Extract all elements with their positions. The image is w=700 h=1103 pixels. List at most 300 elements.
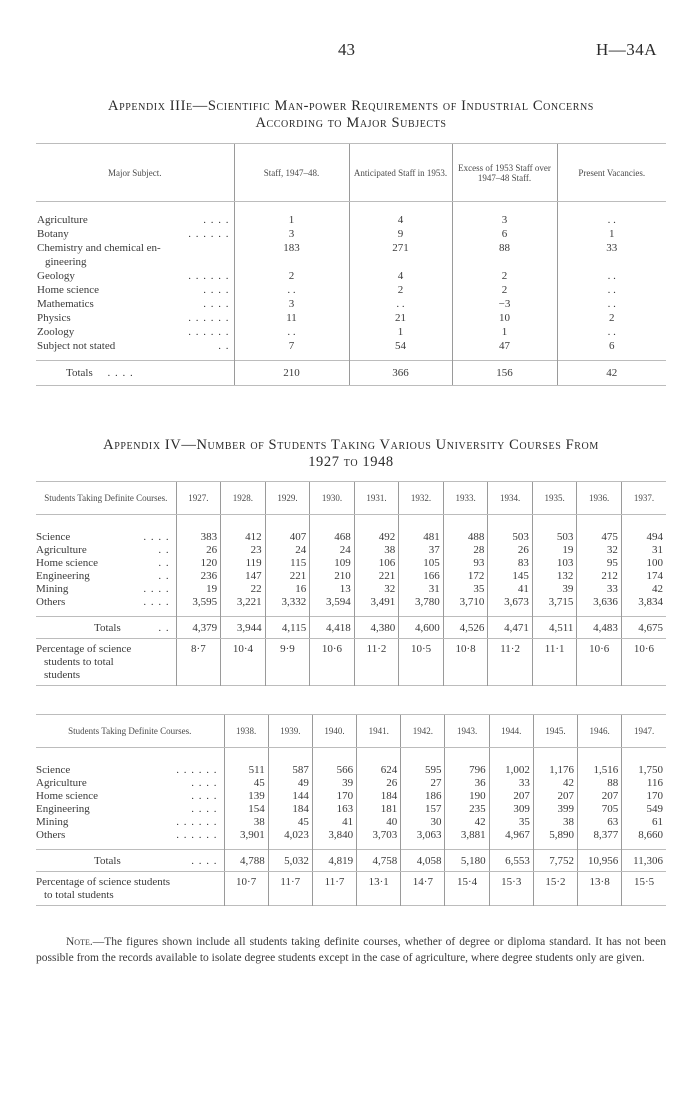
value-cell: 39	[312, 777, 356, 790]
value-cell: 38	[533, 816, 577, 829]
value-cell: 22	[221, 583, 266, 596]
value-cell: 407	[265, 531, 310, 544]
value-cell: 399	[533, 803, 577, 816]
header-year: 1932.	[399, 482, 444, 515]
value-cell: 83	[488, 557, 533, 570]
course-cell	[36, 816, 224, 829]
value-cell: 3	[234, 297, 349, 311]
percentage-cell: 10·6	[310, 639, 355, 686]
value-cell: 42	[621, 583, 666, 596]
value-cell: 19	[176, 583, 221, 596]
course-cell	[36, 531, 176, 544]
header-year: 1945.	[533, 715, 577, 748]
subject-label-continued: gineering	[45, 255, 87, 268]
percentage-cell: 11·7	[268, 872, 312, 906]
percentage-row	[36, 639, 666, 686]
value-cell: 503	[488, 531, 533, 544]
leader-dots: . . . . . .	[176, 815, 218, 828]
value-cell: 1	[349, 325, 452, 339]
value-cell: 33	[489, 777, 533, 790]
value-cell: 40	[357, 816, 401, 829]
percentage-cell: 13·1	[357, 872, 401, 906]
subject-cell	[36, 325, 234, 339]
value-cell: 88	[452, 241, 557, 269]
value-cell: 488	[443, 531, 488, 544]
header-year: 1943.	[445, 715, 489, 748]
course-label: Home science	[36, 556, 98, 569]
table-row	[36, 241, 666, 269]
subject-cell	[36, 311, 234, 325]
value-cell: 144	[268, 790, 312, 803]
leader-dots: . . . . . .	[188, 325, 230, 338]
page-number: 43	[338, 40, 355, 59]
value-cell: 3,063	[401, 829, 445, 842]
value-cell: 33	[557, 241, 666, 269]
header-year: 1929.	[265, 482, 310, 515]
table-row	[36, 596, 666, 609]
table-row	[36, 269, 666, 283]
value-cell: . .	[557, 269, 666, 283]
appendix-3e-title-line1: Appendix IIIe—Scientific Man-power Requirements of Industrial Concerns	[108, 98, 594, 114]
course-cell	[36, 764, 224, 777]
value-cell: 26	[357, 777, 401, 790]
leader-dots: . .	[218, 339, 230, 352]
table-row	[36, 764, 666, 777]
table-row	[36, 570, 666, 583]
value-cell: 106	[354, 557, 399, 570]
course-label: Science	[36, 530, 71, 543]
table-row	[36, 213, 666, 227]
value-cell: 19	[532, 544, 577, 557]
percentage-cell: 11·2	[488, 639, 533, 686]
value-cell: 1,750	[622, 764, 666, 777]
value-cell: 33	[577, 583, 622, 596]
value-cell: 61	[622, 816, 666, 829]
value-cell: 4,967	[489, 829, 533, 842]
percentage-cell: 10·8	[443, 639, 488, 686]
value-cell: 186	[401, 790, 445, 803]
value-cell: 39	[532, 583, 577, 596]
subject-label: Agriculture	[37, 213, 88, 226]
value-cell: 4	[349, 269, 452, 283]
subject-label: Home science	[37, 283, 99, 296]
percentage-cell: 15·3	[489, 872, 533, 906]
total-cell: 5,180	[445, 850, 489, 872]
value-cell: 3,703	[357, 829, 401, 842]
value-cell: 212	[577, 570, 622, 583]
value-cell: 4	[349, 213, 452, 227]
total-cell: 4,600	[399, 617, 444, 639]
value-cell: . .	[557, 297, 666, 311]
percentage-cell: 15·2	[533, 872, 577, 906]
value-cell: 2	[452, 269, 557, 283]
percentage-cell: 10·7	[224, 872, 268, 906]
percentage-label-line: Percentage of science students	[36, 876, 171, 888]
appendix-4-table-1938-1947	[36, 714, 666, 907]
subject-cell	[36, 241, 234, 269]
value-cell: 412	[221, 531, 266, 544]
value-cell: 624	[357, 764, 401, 777]
total-cell: 4,418	[310, 617, 355, 639]
value-cell: 26	[488, 544, 533, 557]
subject-cell	[36, 339, 234, 353]
value-cell: 3,840	[312, 829, 356, 842]
percentage-cell: 14·7	[401, 872, 445, 906]
header-year: 1941.	[357, 715, 401, 748]
subject-cell	[36, 269, 234, 283]
percentage-cell: 15·5	[622, 872, 666, 906]
value-cell: 38	[354, 544, 399, 557]
leader-dots: . . . .	[191, 789, 218, 802]
total-cell: 4,380	[354, 617, 399, 639]
value-cell: 475	[577, 531, 622, 544]
value-cell: 172	[443, 570, 488, 583]
totals-label: Totals	[66, 367, 93, 379]
value-cell: 42	[445, 816, 489, 829]
header-year: 1928.	[221, 482, 266, 515]
totals-cell	[36, 617, 176, 639]
value-cell: 54	[349, 339, 452, 353]
course-label: Agriculture	[36, 776, 87, 789]
header-year: 1930.	[310, 482, 355, 515]
value-cell: 116	[622, 777, 666, 790]
percentage-cell: 9·9	[265, 639, 310, 686]
table-row	[36, 325, 666, 339]
course-cell	[36, 596, 176, 609]
value-cell: 503	[532, 531, 577, 544]
header-year: 1935.	[532, 482, 577, 515]
value-cell: 170	[312, 790, 356, 803]
value-cell: 13	[310, 583, 355, 596]
value-cell: 184	[268, 803, 312, 816]
value-cell: 41	[312, 816, 356, 829]
note-text: —The figures shown include all students taking definite courses, whether of degree or diploma standard. It has not been possible from the records available to isolate degree students except in the case of agriculture, where degree students only are given.	[36, 936, 666, 964]
value-cell: 103	[532, 557, 577, 570]
total-cell: 4,788	[224, 850, 268, 872]
leader-dots: . . . .	[143, 595, 170, 608]
value-cell: 207	[533, 790, 577, 803]
subject-cell	[36, 213, 234, 227]
value-cell: 3,595	[176, 596, 221, 609]
value-cell: 309	[489, 803, 533, 816]
header-year: 1927.	[176, 482, 221, 515]
total-cell: 4,379	[176, 617, 221, 639]
value-cell: 45	[224, 777, 268, 790]
totals-label: Totals	[94, 854, 121, 867]
leader-dots: . . . .	[191, 802, 218, 815]
value-cell: 49	[268, 777, 312, 790]
percentage-cell: 11·1	[532, 639, 577, 686]
value-cell: 7	[234, 339, 349, 353]
totals-label: Totals	[94, 621, 121, 634]
value-cell: 207	[489, 790, 533, 803]
value-cell: 183	[234, 241, 349, 269]
total-cell: 4,115	[265, 617, 310, 639]
totals-cell	[36, 850, 224, 872]
percentage-cell: 11·7	[312, 872, 356, 906]
value-cell: 595	[401, 764, 445, 777]
leader-dots: . . . .	[203, 283, 230, 296]
course-cell	[36, 790, 224, 803]
value-cell: 41	[488, 583, 533, 596]
value-cell: 132	[532, 570, 577, 583]
value-cell: 28	[443, 544, 488, 557]
subject-label: Chemistry and chemical en-	[37, 241, 161, 254]
course-label: Science	[36, 763, 71, 776]
value-cell: 3,710	[443, 596, 488, 609]
page-reference: H—34A	[596, 40, 658, 59]
value-cell: 4,023	[268, 829, 312, 842]
value-cell: 154	[224, 803, 268, 816]
value-cell: . .	[557, 283, 666, 297]
leader-dots: . . . .	[107, 367, 134, 379]
value-cell: 166	[399, 570, 444, 583]
value-cell: 2	[349, 283, 452, 297]
appendix-3e-table	[36, 143, 666, 386]
value-cell: 184	[357, 790, 401, 803]
percentage-label-line: students	[44, 669, 81, 681]
table-row	[36, 283, 666, 297]
leader-dots: . . . . . .	[188, 227, 230, 240]
value-cell: 1	[557, 227, 666, 241]
total-cell: 3,944	[221, 617, 266, 639]
leader-dots: . . . .	[203, 213, 230, 226]
course-cell	[36, 570, 176, 583]
value-cell: 119	[221, 557, 266, 570]
value-cell: 210	[310, 570, 355, 583]
percentage-cell: 8·7	[176, 639, 221, 686]
value-cell: 63	[578, 816, 622, 829]
value-cell: 3,715	[532, 596, 577, 609]
value-cell: 2	[557, 311, 666, 325]
leader-dots: . . . . . .	[176, 763, 218, 776]
leader-dots: . . . .	[191, 854, 218, 867]
header-students-courses: Students Taking Definite Courses.	[36, 715, 224, 748]
header-year: 1936.	[577, 482, 622, 515]
value-cell: 24	[265, 544, 310, 557]
value-cell: 235	[445, 803, 489, 816]
value-cell: 147	[221, 570, 266, 583]
percentage-label-line: Percentage of science	[36, 643, 132, 655]
percentage-label	[36, 872, 224, 906]
value-cell: 3,673	[488, 596, 533, 609]
value-cell: 492	[354, 531, 399, 544]
percentage-label-line: students to total	[44, 656, 114, 668]
total-cell: 4,526	[443, 617, 488, 639]
total-cell: 156	[452, 361, 557, 386]
value-cell: 35	[489, 816, 533, 829]
value-cell: 181	[357, 803, 401, 816]
value-cell: 26	[176, 544, 221, 557]
total-cell: 210	[234, 361, 349, 386]
value-cell: 1	[452, 325, 557, 339]
value-cell: 190	[445, 790, 489, 803]
totals-row	[36, 617, 666, 639]
value-cell: 30	[401, 816, 445, 829]
table-row	[36, 311, 666, 325]
value-cell: 3	[452, 213, 557, 227]
leader-dots: . . . .	[143, 582, 170, 595]
leader-dots: . . . .	[143, 530, 170, 543]
value-cell: 24	[310, 544, 355, 557]
header-year: 1939.	[268, 715, 312, 748]
value-cell: 31	[399, 583, 444, 596]
value-cell: 95	[577, 557, 622, 570]
value-cell: 6	[557, 339, 666, 353]
subject-cell	[36, 297, 234, 311]
value-cell: 37	[399, 544, 444, 557]
leader-dots: . .	[158, 621, 170, 634]
course-cell	[36, 583, 176, 596]
value-cell: 23	[221, 544, 266, 557]
value-cell: 10	[452, 311, 557, 325]
value-cell: 31	[621, 544, 666, 557]
value-cell: . .	[349, 297, 452, 311]
value-cell: 170	[622, 790, 666, 803]
value-cell: 2	[234, 269, 349, 283]
header-year: 1940.	[312, 715, 356, 748]
header-year: 1931.	[354, 482, 399, 515]
value-cell: 145	[488, 570, 533, 583]
subject-cell	[36, 227, 234, 241]
value-cell: 468	[310, 531, 355, 544]
total-cell: 4,511	[532, 617, 577, 639]
totals-row	[36, 850, 666, 872]
total-cell: 7,752	[533, 850, 577, 872]
value-cell: 36	[445, 777, 489, 790]
value-cell: . .	[234, 283, 349, 297]
course-label: Home science	[36, 789, 98, 802]
total-cell: 5,032	[268, 850, 312, 872]
percentage-cell: 11·2	[354, 639, 399, 686]
table-header-row	[36, 715, 666, 748]
total-cell: 4,758	[357, 850, 401, 872]
course-cell	[36, 557, 176, 570]
value-cell: 1,002	[489, 764, 533, 777]
appendix-4-table-1927-1937	[36, 481, 666, 687]
header-excess-staff: Excess of 1953 Staff over 1947–48 Staff.	[452, 144, 557, 202]
total-cell: 366	[349, 361, 452, 386]
value-cell: 796	[445, 764, 489, 777]
value-cell: 3,332	[265, 596, 310, 609]
percentage-cell: 10·6	[577, 639, 622, 686]
value-cell: 1	[234, 213, 349, 227]
percentage-cell: 15·4	[445, 872, 489, 906]
value-cell: 42	[533, 777, 577, 790]
value-cell: 549	[622, 803, 666, 816]
percentage-cell: 10·6	[621, 639, 666, 686]
course-label: Others	[36, 828, 66, 841]
value-cell: 93	[443, 557, 488, 570]
value-cell: 3,594	[310, 596, 355, 609]
appendix-3e-title-line2: According to Major Subjects	[255, 115, 447, 131]
leader-dots: . . . .	[191, 776, 218, 789]
value-cell: 3,881	[445, 829, 489, 842]
course-label: Engineering	[36, 802, 90, 815]
table-row	[36, 803, 666, 816]
value-cell: 109	[310, 557, 355, 570]
value-cell: 705	[578, 803, 622, 816]
table-row	[36, 816, 666, 829]
value-cell: 1,176	[533, 764, 577, 777]
value-cell: . .	[557, 325, 666, 339]
header-year: 1934.	[488, 482, 533, 515]
percentage-label-line: to total students	[44, 889, 114, 901]
header-year: 1937.	[621, 482, 666, 515]
leader-dots: . . . . . .	[188, 311, 230, 324]
header-year: 1933.	[443, 482, 488, 515]
value-cell: 35	[443, 583, 488, 596]
value-cell: 47	[452, 339, 557, 353]
appendix-4-title-line1: Appendix IV—Number of Students Taking Various University Courses From	[103, 437, 599, 453]
subject-label: Physics	[37, 311, 71, 324]
header-year: 1947.	[622, 715, 666, 748]
value-cell: 1,516	[578, 764, 622, 777]
table-row	[36, 227, 666, 241]
appendix-3e-title	[36, 98, 666, 132]
totals-row	[36, 361, 666, 386]
value-cell: 3,221	[221, 596, 266, 609]
table-row	[36, 531, 666, 544]
value-cell: 115	[265, 557, 310, 570]
course-label: Mining	[36, 815, 69, 828]
appendix-4-title-line2: 1927 to 1948	[308, 454, 394, 470]
value-cell: . .	[557, 213, 666, 227]
leader-dots: . .	[158, 569, 170, 582]
value-cell: 2	[452, 283, 557, 297]
percentage-label	[36, 639, 176, 686]
value-cell: −3	[452, 297, 557, 311]
value-cell: 105	[399, 557, 444, 570]
value-cell: 8,377	[578, 829, 622, 842]
header-year: 1942.	[401, 715, 445, 748]
value-cell: 6	[452, 227, 557, 241]
appendix-4-title	[36, 437, 666, 471]
course-label: Others	[36, 595, 66, 608]
total-cell: 4,675	[621, 617, 666, 639]
header-year: 1944.	[489, 715, 533, 748]
header-major-subject: Major Subject.	[36, 144, 234, 202]
total-cell: 6,553	[489, 850, 533, 872]
value-cell: 3,780	[399, 596, 444, 609]
value-cell: 45	[268, 816, 312, 829]
value-cell: 27	[401, 777, 445, 790]
header-year: 1938.	[224, 715, 268, 748]
course-label: Mining	[36, 582, 69, 595]
value-cell: 11	[234, 311, 349, 325]
value-cell: 271	[349, 241, 452, 269]
leader-dots: . . . .	[203, 297, 230, 310]
value-cell: 100	[621, 557, 666, 570]
subject-cell	[36, 283, 234, 297]
header-present-vacancies: Present Vacancies.	[557, 144, 666, 202]
percentage-cell: 10·4	[221, 639, 266, 686]
value-cell: 566	[312, 764, 356, 777]
course-label: Agriculture	[36, 543, 87, 556]
value-cell: 21	[349, 311, 452, 325]
value-cell: 120	[176, 557, 221, 570]
total-cell: 4,058	[401, 850, 445, 872]
table-row	[36, 829, 666, 842]
value-cell: 9	[349, 227, 452, 241]
value-cell: 38	[224, 816, 268, 829]
leader-dots: . . . . . .	[176, 828, 218, 841]
table-row	[36, 557, 666, 570]
table-row	[36, 297, 666, 311]
total-cell: 11,306	[622, 850, 666, 872]
total-cell: 4,483	[577, 617, 622, 639]
table-row	[36, 583, 666, 596]
